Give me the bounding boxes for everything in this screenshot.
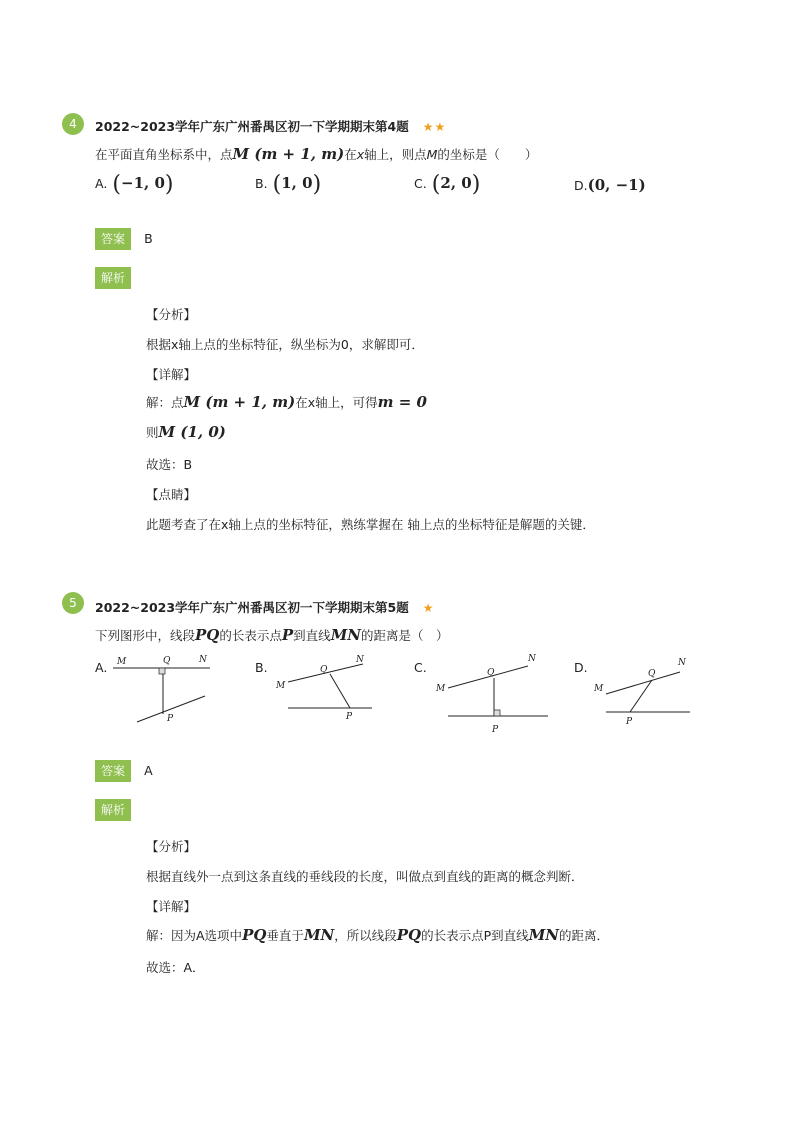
math-expression: MN (330, 626, 362, 644)
stem-text: 下列图形中，线段 (95, 628, 196, 643)
answer-value: A (144, 763, 153, 778)
math-expression: PQ (396, 926, 422, 944)
math-expression: M (m + 1, m) (183, 393, 296, 411)
answer-row (95, 760, 153, 782)
point-m-label: M (436, 684, 446, 694)
question-number-badge: 4 (62, 113, 84, 135)
choose-line: 故选：A． (146, 960, 205, 975)
question-title (95, 598, 435, 616)
point-m-label: M (117, 657, 127, 667)
figure-c[interactable] (430, 650, 555, 740)
point-p-label: P (167, 714, 174, 724)
stem-text: 在平面直角坐标系中，点 (95, 147, 233, 162)
answer-value: B (144, 231, 153, 246)
analysis-tag: 解析 (95, 799, 131, 821)
math-expression: MN (303, 926, 335, 944)
question-stem (95, 626, 449, 644)
point-q-label: Q (648, 669, 656, 679)
math-expression: PQ (242, 926, 267, 944)
comment-heading: 【点睛】 (146, 487, 197, 502)
point-p-label: P (346, 712, 353, 722)
detail-text: 解：因为A选项中 (146, 928, 243, 943)
stem-text: 的坐标是（ ） (437, 147, 538, 162)
figure-b[interactable] (270, 652, 380, 727)
option-value: −1, 0 (121, 174, 165, 192)
detail-text: 在x轴上，可得 (295, 395, 378, 410)
analysis-text: 根据x轴上点的坐标特征，纵坐标为0，求解即可． (146, 337, 424, 352)
answer-tag: 答案 (95, 760, 131, 782)
stem-text: 在 (344, 147, 357, 162)
point-n-label: N (356, 655, 364, 665)
analysis-tag-row (95, 267, 131, 289)
math-expression: M (m + 1, m) (232, 145, 345, 163)
stem-text: 的距离是（ ） (361, 628, 449, 643)
figure-d[interactable] (590, 652, 695, 727)
detail-heading: 【详解】 (146, 899, 197, 914)
detail-text: 则 (146, 425, 159, 440)
detail-text: 的长表示点P到直线 (421, 928, 529, 943)
option-label: D. (574, 178, 588, 193)
analysis-heading: 【分析】 (146, 307, 197, 322)
option-value: 2, 0 (440, 174, 472, 192)
question-source: 2022~2023学年广东广州番禺区初一下学期期末第4题 (95, 119, 409, 134)
stem-axis: x (356, 147, 365, 162)
detail-line-2 (146, 423, 226, 441)
difficulty-stars: ★★ (422, 120, 447, 134)
option-c-label[interactable]: C. (414, 660, 427, 675)
math-expression: MN (528, 926, 560, 944)
detail-line-1 (146, 393, 427, 411)
math-expression: M (1, 0) (158, 423, 226, 441)
point-m-label: M (594, 684, 604, 694)
point-p-label: P (492, 725, 499, 735)
option-value: (0, −1) (587, 176, 646, 194)
math-expression: P (281, 626, 294, 644)
detail-text: 垂直于 (266, 928, 304, 943)
stem-text: 的长表示点 (219, 628, 282, 643)
figure-a[interactable] (105, 648, 215, 738)
answer-tag: 答案 (95, 228, 131, 250)
point-n-label: N (528, 654, 536, 664)
answer-row (95, 228, 153, 250)
difficulty-stars: ★ (422, 601, 435, 615)
point-p-label: P (626, 717, 633, 727)
math-expression: PQ (195, 626, 220, 644)
option-d[interactable] (574, 175, 646, 194)
analysis-tag-row (95, 799, 131, 821)
option-c[interactable]: C. (2, 0) (414, 172, 481, 197)
option-b-label[interactable]: B. (255, 660, 268, 675)
stem-point: M (426, 147, 438, 162)
comment-text: 此题考查了在x轴上点的坐标特征，熟练掌握在 轴上点的坐标特征是解题的关键． (146, 517, 595, 532)
math-expression: m = 0 (377, 393, 427, 411)
point-n-label: N (678, 658, 686, 668)
option-value: 1, 0 (281, 174, 313, 192)
option-a[interactable]: A. (−1, 0) (95, 172, 174, 197)
choose-line: 故选：B (146, 457, 193, 472)
detail-text: ，所以线段 (334, 928, 397, 943)
analysis-heading: 【分析】 (146, 839, 197, 854)
point-q-label: Q (487, 668, 495, 678)
question-stem (95, 145, 537, 163)
point-m-label: M (276, 681, 286, 691)
analysis-tag: 解析 (95, 267, 131, 289)
question-number-badge: 5 (62, 592, 84, 614)
detail-text: 解：点 (146, 395, 184, 410)
stem-text: 轴上，则点 (364, 147, 427, 162)
option-b[interactable]: B. (1, 0) (255, 172, 322, 197)
stem-text: 到直线 (293, 628, 331, 643)
point-n-label: N (199, 655, 207, 665)
detail-line (146, 926, 609, 944)
analysis-text: 根据直线外一点到这条直线的垂线段的长度，叫做点到直线的距离的概念判断． (146, 869, 584, 884)
option-d-label[interactable]: D. (574, 660, 588, 675)
question-source: 2022~2023学年广东广州番禺区初一下学期期末第5题 (95, 600, 409, 615)
detail-heading: 【详解】 (146, 367, 197, 382)
option-label: A. (95, 176, 108, 191)
question-title (95, 117, 446, 135)
option-label: C. (414, 176, 427, 191)
detail-text: 的距离． (559, 928, 610, 943)
point-q-label: Q (163, 656, 171, 666)
option-label: B. (255, 176, 268, 191)
option-a-label[interactable]: A. (95, 660, 108, 675)
point-q-label: Q (320, 665, 328, 675)
